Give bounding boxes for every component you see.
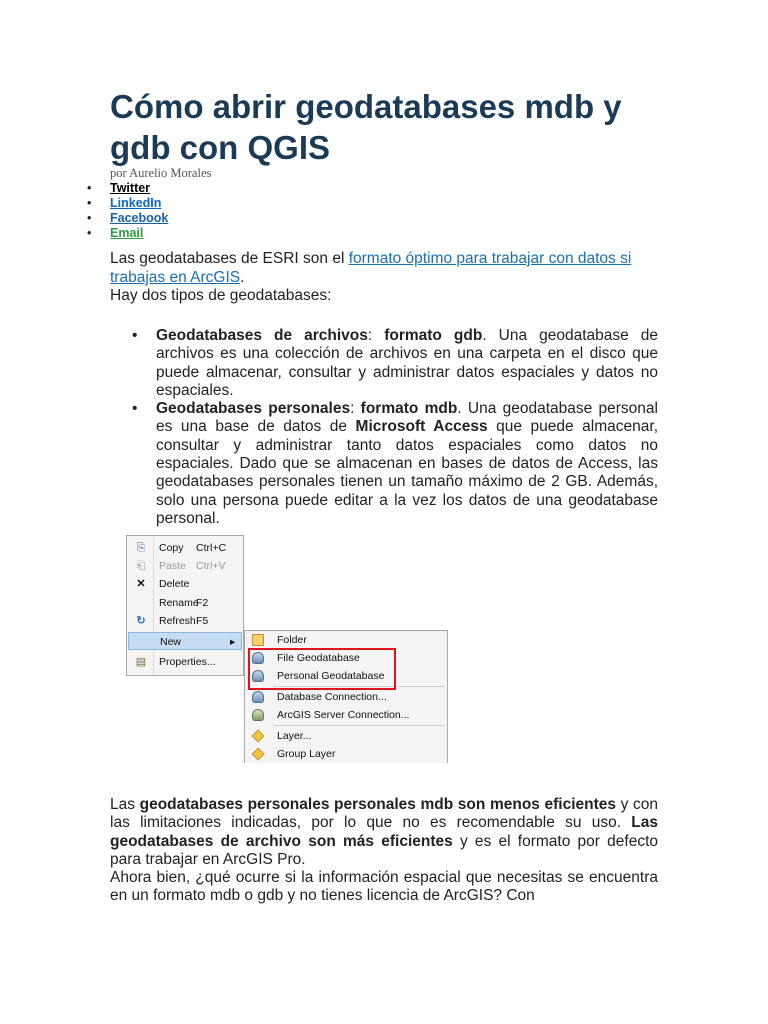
- database-connection-icon: [252, 691, 264, 703]
- page-title: Cómo abrir geodatabases mdb y gdb con QGIS: [110, 88, 622, 166]
- submenu-item-label: Personal Geodatabase: [277, 670, 385, 682]
- menu-item-label: New: [160, 636, 182, 648]
- type-description: . Una geodatabase personal es una base de datos de: [156, 400, 658, 436]
- type-separator: :: [367, 327, 385, 344]
- intro-period: .: [240, 268, 245, 286]
- submenu-arrow-icon: ▸: [230, 636, 236, 648]
- text-span: y es el formato por defecto para trabajar en ArcGIS Pro.: [110, 832, 658, 868]
- menu-item-shortcut: Ctrl+C: [196, 542, 227, 554]
- menu-item-shortcut: F5: [196, 615, 209, 627]
- highlight-box: [248, 648, 396, 690]
- menu-item-refresh[interactable]: [128, 612, 242, 630]
- question-paragraph: Ahora bien, ¿qué ocurre si la información espacial que necesitas se encuentra en un formato mdb o gdb y no tienes licencia de ArcGIS? Con: [110, 869, 658, 905]
- menu-item-label: Copy: [159, 542, 184, 554]
- share-item-twitter: [85, 181, 168, 196]
- intro-text: Las geodatabases de ESRI son el: [110, 250, 349, 267]
- menu-item-copy[interactable]: [128, 539, 242, 557]
- geodatabase-types-list: [156, 327, 658, 528]
- menu-item-label: Properties...: [159, 656, 216, 668]
- text-span: Las: [110, 796, 140, 813]
- submenu-item-folder[interactable]: [246, 631, 446, 649]
- efficiency-paragraph: [110, 796, 658, 869]
- type-description: . Una geodatabase de archivos es una colección de archivos en una carpeta en el disco que puede almacenar, consultar y administrar datos espaciales y datos no espaciales.: [156, 327, 658, 399]
- context-menu: [126, 535, 244, 676]
- menu-item-label: Delete: [159, 578, 190, 590]
- menu-item-label: Refresh: [159, 615, 196, 627]
- submenu-item-label: Database Connection...: [277, 691, 387, 703]
- paste-icon: ⎗: [136, 560, 146, 572]
- type-description-end: que puede almacenar, consultar y administrar tanto datos espaciales como datos no espaciales. Dado que se almacenan en bases de datos de Access, las geodatabases personales tienen un tamaño máximo de 2 GB. Además, solo una persona puede editar a la vez los datos de una geodatabase personal.: [156, 418, 659, 527]
- server-connection-icon: [252, 709, 264, 721]
- intro-paragraph: [110, 250, 658, 306]
- menu-item-rename[interactable]: [128, 594, 242, 612]
- type-format: formato gdb: [384, 327, 483, 344]
- optimal-format-link[interactable]: formato óptimo para trabajar con datos si trabajas en ArcGIS: [110, 250, 632, 286]
- twitter-link[interactable]: Twitter: [110, 181, 151, 195]
- text-span: y con las limitaciones indicadas, por lo que no es recomendable su uso.: [110, 796, 658, 832]
- intro-line-2: Hay dos tipos de geodatabases:: [110, 287, 332, 304]
- type-separator: :: [350, 400, 361, 418]
- email-link[interactable]: Email: [110, 226, 144, 240]
- bold-text: Las geodatabases de archivo son más eficientes: [110, 814, 658, 850]
- linkedin-link[interactable]: LinkedIn: [110, 196, 162, 210]
- menu-item-shortcut: Ctrl+V: [196, 560, 226, 572]
- menu-item-properties[interactable]: [128, 653, 242, 671]
- share-item-facebook: [85, 211, 168, 226]
- menu-item-label: Paste: [159, 560, 186, 572]
- type-item-file: [156, 327, 658, 400]
- type-name: Geodatabases de archivos: [156, 327, 368, 344]
- share-item-email: [85, 226, 168, 241]
- intro-line-1: [110, 250, 658, 287]
- folder-icon: [252, 634, 264, 646]
- copy-icon: ⎘: [136, 542, 146, 554]
- menu-item-label: Rename: [159, 597, 199, 609]
- context-menu-screenshot: [126, 535, 448, 763]
- submenu-item-label: ArcGIS Server Connection...: [277, 709, 410, 721]
- type-name: Geodatabases personales: [156, 400, 351, 418]
- type-item-personal: [156, 400, 658, 528]
- menu-item-delete[interactable]: [128, 575, 242, 593]
- submenu-item-label: Folder: [277, 634, 307, 646]
- author-byline: por Aurelio Morales: [110, 166, 212, 180]
- menu-item-paste[interactable]: [128, 557, 242, 575]
- menu-item-new[interactable]: [128, 632, 242, 650]
- submenu-item-label: Group Layer: [277, 748, 336, 760]
- share-item-linkedin: [85, 196, 168, 211]
- bold-text: geodatabases personales personales mdb son menos eficientes: [139, 796, 617, 813]
- submenu-item-layer[interactable]: [246, 727, 446, 745]
- layer-icon: [252, 730, 265, 743]
- facebook-link[interactable]: Facebook: [110, 211, 169, 225]
- submenu-item-label: File Geodatabase: [277, 652, 360, 664]
- submenu-item-label: Layer...: [277, 730, 312, 742]
- submenu-item-server-connection[interactable]: [246, 706, 446, 724]
- type-format: formato mdb: [360, 400, 458, 418]
- refresh-icon: ↻: [136, 615, 146, 627]
- product-name: Microsoft Access: [355, 418, 488, 436]
- menu-item-shortcut: F2: [196, 597, 209, 609]
- social-share-list: [85, 181, 168, 241]
- submenu-item-group-layer[interactable]: [246, 745, 446, 763]
- submenu-divider: [273, 725, 445, 726]
- conclusion-paragraph: [110, 796, 658, 906]
- submenu-item-database-connection[interactable]: [246, 688, 446, 706]
- delete-icon: ✕: [136, 578, 146, 590]
- group-layer-icon: [252, 748, 265, 761]
- properties-icon: ▤: [135, 656, 147, 668]
